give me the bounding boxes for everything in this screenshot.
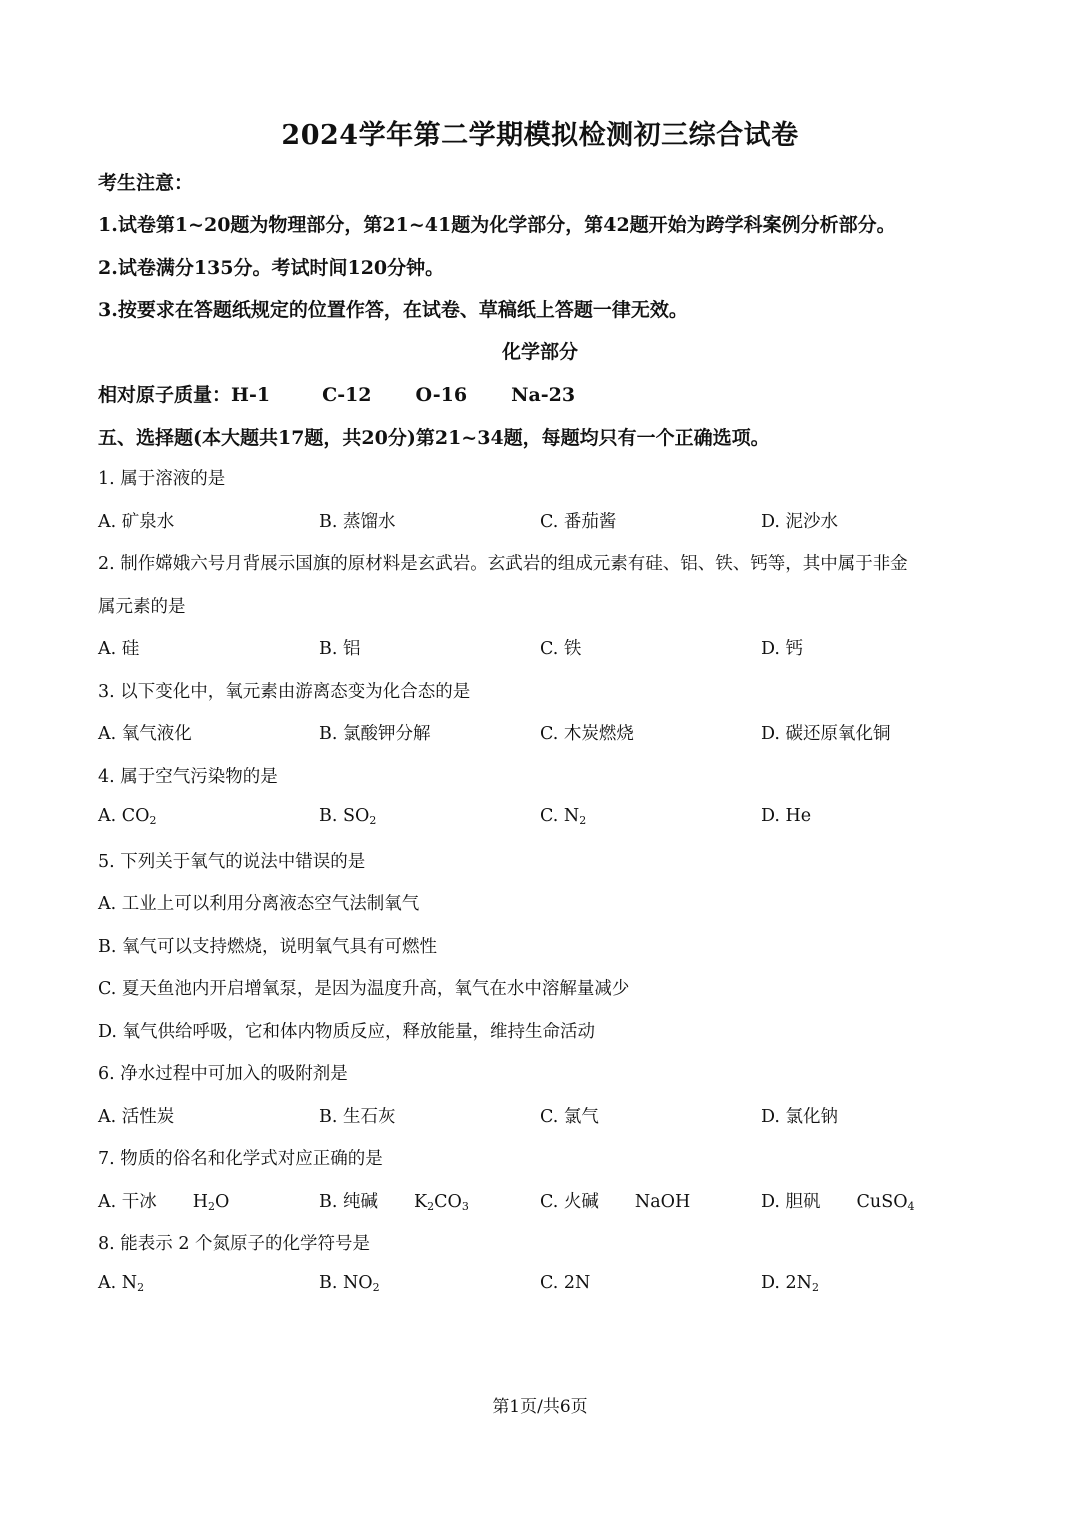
option: A. 矿泉水 (98, 512, 175, 532)
atomic-masses (98, 380, 575, 407)
subscript: 4 (907, 1200, 915, 1213)
option: B. 蒸馏水 (319, 512, 396, 532)
option-text: D. He (761, 806, 812, 826)
subscript: 2 (369, 814, 377, 827)
atomic-masses-label: 相对原子质量： (98, 384, 232, 406)
formula-part: H (192, 1192, 209, 1212)
subscript: 2 (208, 1200, 216, 1213)
section-title: 化学部分 (501, 341, 578, 363)
option (761, 1273, 819, 1293)
subscript: 2 (137, 1281, 145, 1294)
option-text: B. NO (319, 1273, 373, 1293)
notice-heading: 考生注意： (98, 172, 194, 194)
option: B. 氧气可以支持燃烧，说明氧气具有可燃性 (98, 937, 437, 957)
question-stem-continued: 属元素的是 (98, 597, 186, 617)
option: B. 生石灰 (319, 1107, 396, 1127)
notice-item: 2.试卷满分135分。考试时间120分钟。 (98, 257, 445, 279)
option (540, 1188, 690, 1213)
option: D. 泥沙水 (761, 512, 839, 532)
option (319, 806, 376, 826)
chemical-formula (635, 1192, 690, 1212)
part-heading: 五、选择题(本大题共17题，共20分)第21~34题，每题均只有一个正确选项。 (98, 427, 770, 449)
question-stem: 3. 以下变化中，氧元素由游离态变为化合态的是 (98, 682, 471, 702)
options-row (98, 635, 998, 661)
question-stem: 1. 属于溶液的是 (98, 469, 226, 489)
option: C. 氯气 (540, 1107, 599, 1127)
subscript: 2 (811, 1281, 819, 1294)
option (98, 1273, 144, 1293)
option: A. 活性炭 (98, 1107, 175, 1127)
option (540, 806, 586, 826)
option: A. 氧气液化 (98, 724, 192, 744)
options-row (98, 1188, 998, 1214)
option-label: B. 纯碱 (319, 1192, 378, 1212)
option: D. 钙 (761, 639, 804, 659)
options-row (98, 1273, 998, 1299)
option: C. 番茄酱 (540, 512, 617, 532)
subscript: 3 (461, 1200, 469, 1213)
formula-part: CuSO (856, 1192, 908, 1212)
formula-part: O (215, 1192, 230, 1212)
option (319, 1188, 469, 1213)
question-stem: 5. 下列关于氧气的说法中错误的是 (98, 852, 366, 872)
formula-part: K (414, 1192, 428, 1212)
notice-item: 3.按要求在答题纸规定的位置作答，在试卷、草稿纸上答题一律无效。 (98, 299, 688, 321)
subscript: 2 (372, 1281, 380, 1294)
option: C. 夏天鱼池内开启增氧泵，是因为温度升高，氧气在水中溶解量减少 (98, 979, 630, 999)
option-text: C. N (540, 806, 580, 826)
formula-part: NaOH (634, 1192, 691, 1212)
question-stem: 8. 能表示 2 个氮原子的化学符号是 (98, 1234, 371, 1254)
chemical-formula (857, 1192, 915, 1212)
option: D. 氧气供给呼吸，它和体内物质反应，释放能量，维持生命活动 (98, 1022, 596, 1042)
option-text: A. N (98, 1273, 138, 1293)
option: D. 碳还原氧化铜 (761, 724, 891, 744)
option: B. 氯酸钾分解 (319, 724, 431, 744)
chemical-formula (414, 1192, 469, 1212)
option: A. 硅 (98, 639, 140, 659)
option-text: A. CO (98, 806, 150, 826)
page-number: 第1页/共6页 (492, 1397, 588, 1417)
atomic-mass: C-12 (322, 384, 372, 406)
option-label: C. 火碱 (540, 1192, 599, 1212)
option: C. 木炭燃烧 (540, 724, 634, 744)
atomic-mass: O-16 (415, 384, 468, 406)
option (540, 1273, 590, 1293)
options-row (98, 508, 998, 534)
option (319, 1273, 380, 1293)
atomic-mass: Na-23 (511, 384, 576, 406)
question-stem: 4. 属于空气污染物的是 (98, 767, 278, 787)
subscript: 2 (427, 1200, 435, 1213)
option: B. 铝 (319, 639, 361, 659)
question-stem: 2. 制作嫦娥六号月背展示国旗的原材料是玄武岩。玄武岩的组成元素有硅、铝、铁、钙等，其中属于非金 (98, 554, 908, 574)
option (761, 1188, 915, 1213)
option-label: A. 干冰 (98, 1192, 157, 1212)
subscript: 2 (149, 814, 157, 827)
question-stem: 7. 物质的俗名和化学式对应正确的是 (98, 1149, 383, 1169)
option-label: D. 胆矾 (761, 1192, 821, 1212)
formula-part: CO (434, 1192, 462, 1212)
page-title: 2024学年第二学期模拟检测初三综合试卷 (281, 120, 799, 151)
question-stem: 6. 净水过程中可加入的吸附剂是 (98, 1064, 348, 1084)
atomic-mass: H-1 (231, 384, 271, 406)
option-text: D. 2N (761, 1273, 812, 1293)
option (761, 806, 811, 826)
option-text: C. 2N (540, 1273, 591, 1293)
options-row (98, 1103, 998, 1129)
option: C. 铁 (540, 639, 582, 659)
subscript: 2 (579, 814, 587, 827)
option: A. 工业上可以利用分离液态空气法制氧气 (98, 894, 420, 914)
option-text: B. SO (319, 806, 370, 826)
option (98, 1188, 229, 1213)
notice-item: 1.试卷第1~20题为物理部分，第21~41题为化学部分，第42题开始为跨学科案例分析部分。 (98, 214, 896, 236)
options-row (98, 720, 998, 746)
chemical-formula (193, 1192, 230, 1212)
options-row (98, 806, 998, 832)
option: D. 氯化钠 (761, 1107, 839, 1127)
option (98, 806, 157, 826)
